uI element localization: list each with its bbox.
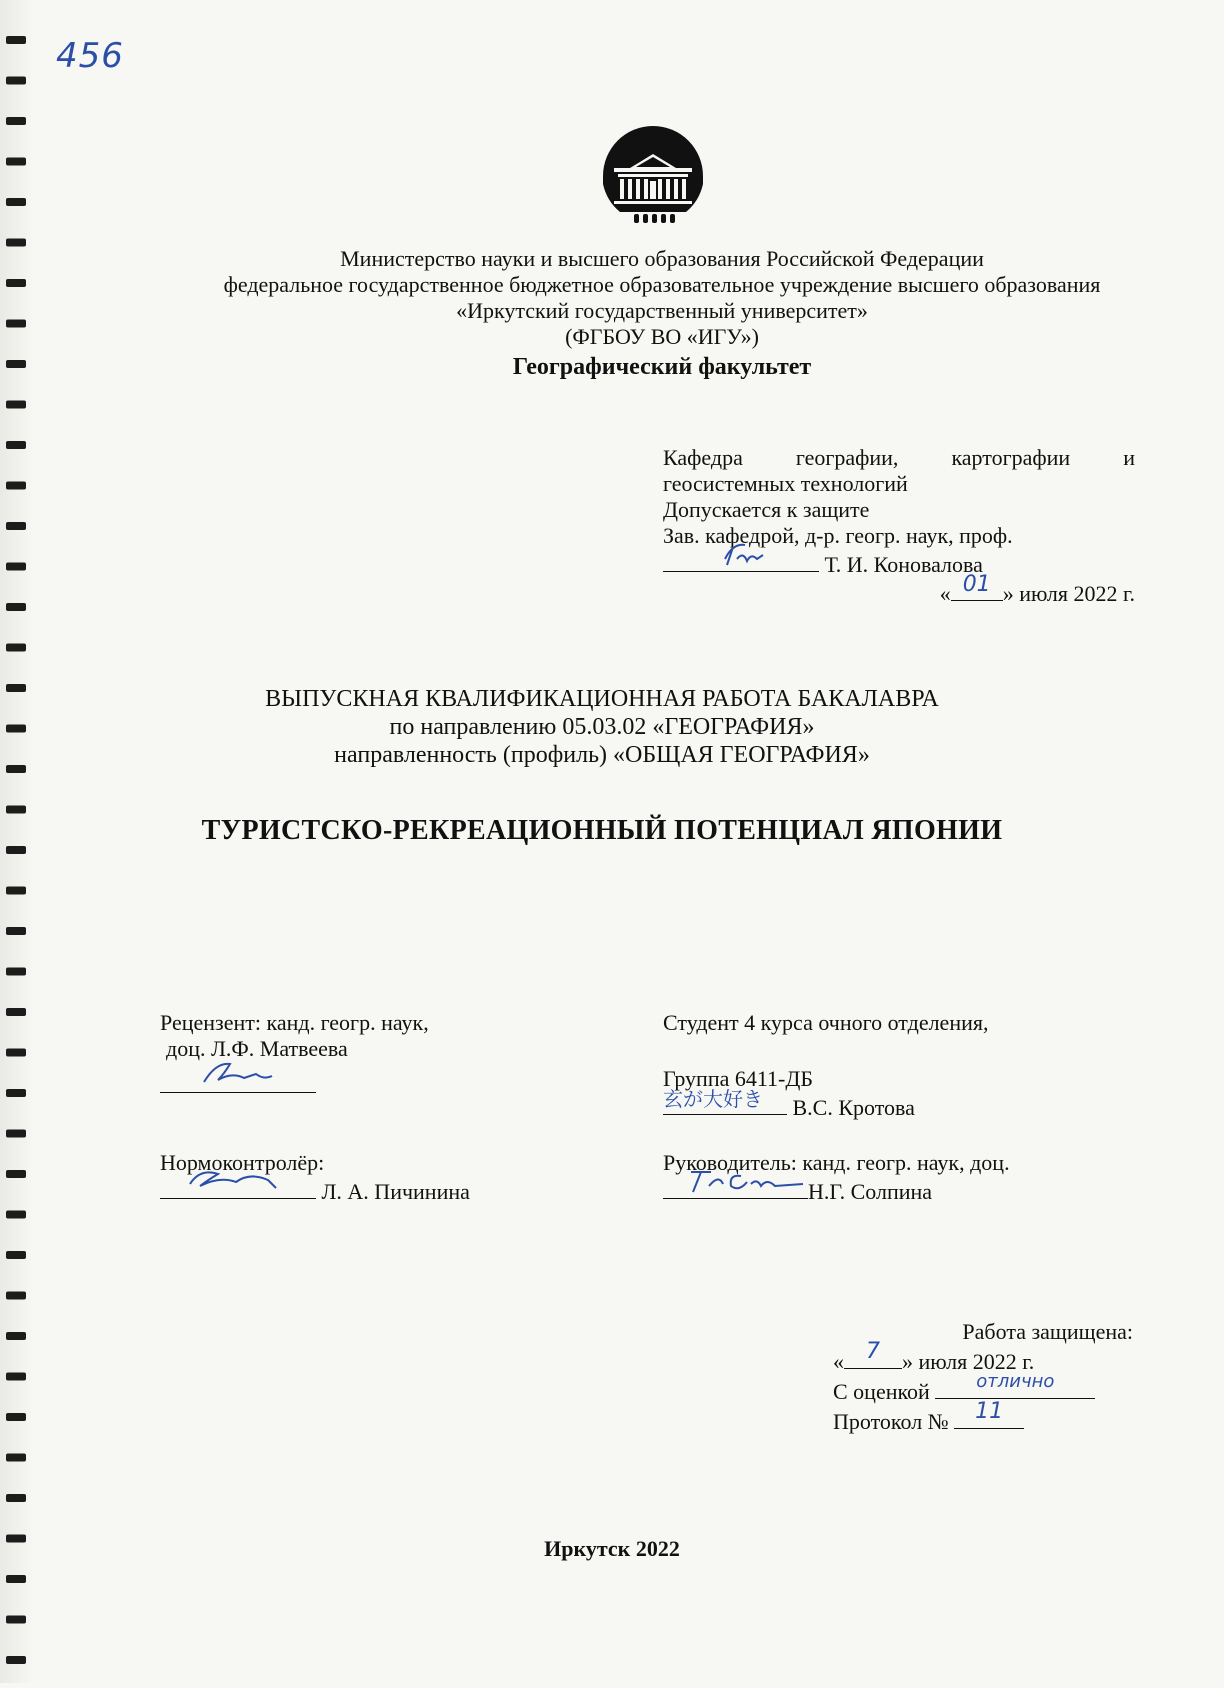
signature-line (663, 549, 819, 572)
department-line-1 (663, 445, 1135, 471)
thesis-profile: направленность (профиль) «ОБЩАЯ ГЕОГРАФИЯ» (334, 742, 870, 768)
reviewer-block (160, 1010, 429, 1099)
defense-grade: С оценкой отлично (833, 1376, 1133, 1406)
thesis-type: ВЫПУСКНАЯ КВАЛИФИКАЦИОННАЯ РАБОТА БАКАЛАВРА (265, 686, 939, 712)
student-title: Студент 4 курса очного отделения, (663, 1010, 989, 1035)
binding-hole (6, 1494, 26, 1502)
head-name: Т. И. Коновалова (824, 552, 983, 577)
binding-hole (6, 1413, 26, 1421)
approval-date-day: 01 (962, 572, 991, 597)
norm-controller-signature-line (160, 1176, 316, 1199)
city-year: Иркутск 2022 (544, 1536, 680, 1561)
reviewer-title: Рецензент: канд. геогр. наук, (160, 1010, 429, 1035)
department-word: картографии (951, 445, 1071, 470)
binding-hole (6, 1292, 26, 1300)
binding-hole (6, 1008, 26, 1016)
reviewer-name: доц. Л.Ф. Матвеева (166, 1036, 348, 1061)
defense-date: « 7 » июля 2022 г. (833, 1339, 1035, 1374)
binding-hole (6, 117, 26, 125)
admitted-label: Допускается к защите (663, 497, 870, 522)
supervisor-block (663, 1150, 1010, 1205)
defense-date-day-field (844, 1339, 902, 1369)
grade-field (935, 1371, 1095, 1399)
binding-hole (6, 1089, 26, 1097)
binding-hole (6, 279, 26, 287)
university-line: «Иркутский государственный университет» (456, 298, 868, 323)
protocol-value: 11 (975, 1399, 1004, 1424)
binding-hole (6, 482, 26, 490)
department-line-2: геосистемных технологий (663, 471, 908, 496)
protocol-field (954, 1399, 1024, 1429)
binding-hole (6, 887, 26, 895)
binding-hole (6, 1332, 26, 1340)
reviewer-signature-line (160, 1070, 316, 1093)
supervisor-signature-icon (663, 1162, 808, 1196)
binding-hole (6, 1373, 26, 1381)
binding-hole (6, 36, 26, 44)
defense-block (833, 1318, 1133, 1436)
defense-protocol: Протокол № 11 (833, 1406, 1133, 1436)
norm-controller-title: Нормоконтролёр: (160, 1150, 325, 1175)
binding-hole (6, 1575, 26, 1583)
student-block (663, 1010, 989, 1121)
binding-hole (6, 1656, 26, 1664)
binding-holes (0, 0, 34, 1683)
ministry-line: Министерство науки и высшего образования Российской Федерации (340, 246, 984, 271)
binding-hole (6, 765, 26, 773)
defense-date-day: 7 (866, 1339, 880, 1364)
faculty-name: Географический факультет (512, 354, 812, 380)
approval-block (663, 445, 1135, 607)
head-signature-line (663, 549, 1135, 578)
handwritten-page-number: 456 (56, 36, 124, 76)
student-signature: 玄が大好き (663, 1087, 763, 1111)
binding-hole (6, 684, 26, 692)
binding-hole (6, 77, 26, 85)
binding-hole (6, 239, 26, 247)
department-word: Кафедра (663, 445, 743, 470)
department-word: и (1123, 445, 1135, 470)
reviewer-signature-icon (160, 1054, 316, 1088)
binding-edge (0, 0, 34, 1683)
binding-hole (6, 1130, 26, 1138)
binding-hole (6, 441, 26, 449)
binding-hole (6, 1616, 26, 1624)
binding-hole (6, 360, 26, 368)
binding-hole (6, 198, 26, 206)
binding-hole (6, 603, 26, 611)
department-word: географии, (795, 445, 899, 470)
supervisor-title: Руководитель: канд. геогр. наук, доц. (663, 1150, 1010, 1175)
binding-hole (6, 1454, 26, 1462)
binding-hole (6, 563, 26, 571)
binding-hole (6, 846, 26, 854)
binding-hole (6, 320, 26, 328)
norm-controller-signature-icon (160, 1162, 316, 1196)
student-name: В.С. Кротова (792, 1095, 915, 1120)
institution-header (100, 246, 1224, 382)
norm-controller-block (160, 1150, 470, 1205)
thesis-title-block (40, 685, 1164, 769)
defense-heading: Работа защищена: (962, 1319, 1133, 1344)
thesis-direction: по направлению 05.03.02 «ГЕОГРАФИЯ» (389, 714, 815, 740)
approval-date-day-field (951, 572, 1003, 601)
binding-hole (6, 644, 26, 652)
binding-hole (6, 522, 26, 530)
abbreviation-line: (ФГБОУ ВО «ИГУ») (565, 324, 759, 349)
binding-hole (6, 1251, 26, 1259)
student-signature-line (663, 1087, 787, 1115)
binding-hole (6, 806, 26, 814)
binding-hole (6, 1170, 26, 1178)
head-signature-icon (663, 539, 819, 569)
head-title: Зав. кафедрой, д-р. геогр. наук, проф. (663, 523, 1013, 548)
binding-hole (6, 158, 26, 166)
student-group: Группа 6411-ДБ (663, 1066, 814, 1091)
binding-hole (6, 401, 26, 409)
supervisor-name: Н.Г. Солпина (808, 1179, 933, 1204)
approval-date: « 01 » июля 2022 г. (939, 572, 1135, 606)
supervisor-signature-line (663, 1176, 808, 1199)
binding-hole (6, 725, 26, 733)
norm-controller-name: Л. А. Пичинина (321, 1179, 470, 1204)
binding-hole (6, 1211, 26, 1219)
university-logo-icon (600, 124, 706, 224)
institution-type-line: федеральное государственное бюджетное образовательное учреждение высшего образования (223, 272, 1101, 297)
binding-hole (6, 927, 26, 935)
thesis-topic: ТУРИСТСКО-РЕКРЕАЦИОННЫЙ ПОТЕНЦИАЛ ЯПОНИИ (201, 815, 1003, 846)
binding-hole (6, 1049, 26, 1057)
grade-value: отлично (976, 1371, 1055, 1392)
thesis-topic-block (40, 815, 1164, 847)
binding-hole (6, 968, 26, 976)
